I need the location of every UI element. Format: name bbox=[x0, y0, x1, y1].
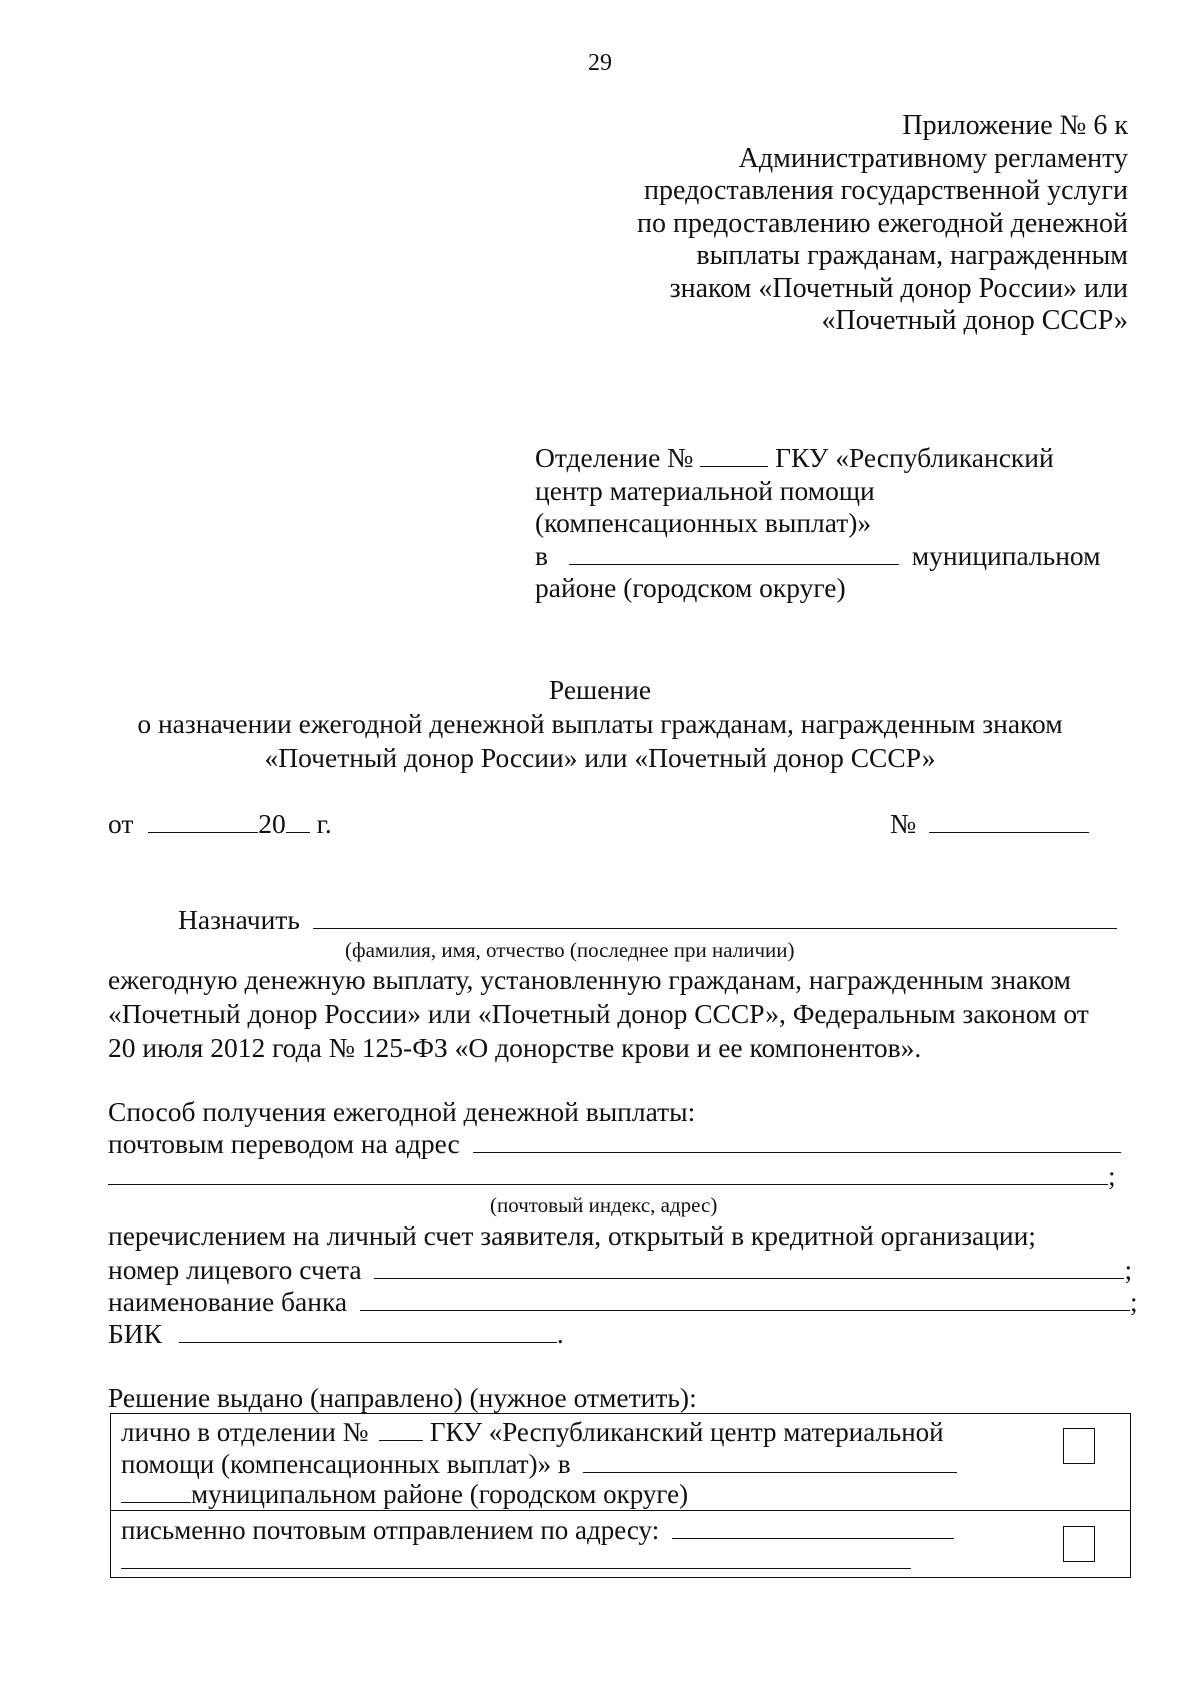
appendix-line: выплаты гражданам, награжденным bbox=[696, 240, 1128, 271]
option2-address-field-2[interactable] bbox=[121, 1546, 911, 1569]
semicolon: ; bbox=[1108, 1160, 1116, 1191]
bik-field[interactable] bbox=[179, 1320, 557, 1343]
option1-text: помощи (компенсационных выплат)» в bbox=[121, 1449, 571, 1479]
addressee-district-line bbox=[535, 540, 1101, 573]
postal-line-2 bbox=[108, 1160, 1116, 1192]
option2-line1 bbox=[121, 1514, 954, 1547]
year-prefix: 20 bbox=[258, 808, 286, 839]
bik-label: БИК bbox=[108, 1318, 162, 1349]
option1-text: муниципальном районе (городском округе) bbox=[191, 1479, 689, 1509]
assign-text: ежегодную денежную выплату, установленную гражданам, награжденным знаком bbox=[108, 964, 1071, 995]
option1-line2 bbox=[121, 1448, 957, 1481]
method-heading: Способ получения ежегодной денежной выплаты: bbox=[108, 1096, 696, 1127]
appendix-line: знаком «Почетный донор России» или bbox=[669, 272, 1128, 304]
assign-text: 20 июля 2012 года № 125-ФЗ «О донорстве крови и ее компонентов». bbox=[108, 1032, 922, 1063]
decision-number-field[interactable] bbox=[929, 810, 1089, 833]
district-field[interactable] bbox=[569, 542, 899, 565]
addressee-block bbox=[535, 442, 1101, 605]
addressee-line: районе (городском округе) bbox=[535, 572, 846, 603]
appendix-line: Административному регламенту bbox=[738, 142, 1128, 174]
addressee-line: (компенсационных выплат)» bbox=[535, 507, 872, 538]
appendix-line: «Почетный донор СССР» bbox=[821, 305, 1128, 336]
addressee-in-prefix: в bbox=[535, 539, 548, 571]
option2-checkbox[interactable] bbox=[1063, 1526, 1095, 1562]
option1-district-field-2[interactable] bbox=[121, 1480, 191, 1503]
bank-label: наименование банка bbox=[108, 1286, 348, 1317]
full-name-field[interactable] bbox=[313, 906, 1117, 929]
date-line bbox=[108, 808, 332, 840]
addressee-dept-suffix: ГКУ «Республиканский bbox=[775, 442, 1054, 473]
appendix-line: Приложение № 6 к bbox=[902, 110, 1128, 141]
option2-text: письменно почтовым отправлением по адресу: bbox=[121, 1515, 660, 1545]
option2-line2 bbox=[121, 1544, 911, 1577]
postal-label: почтовым переводом на адрес bbox=[108, 1128, 460, 1159]
issued-heading: Решение выдано (направлено) (нужное отметить): bbox=[108, 1382, 697, 1413]
bank-line bbox=[108, 1286, 1138, 1318]
date-field[interactable] bbox=[148, 810, 258, 833]
appendix-line: предоставления государственной услуги bbox=[644, 175, 1128, 206]
decision-heading: Решение bbox=[548, 674, 652, 705]
account-label: номер лицевого счета bbox=[108, 1254, 362, 1285]
decision-subtitle: о назначении ежегодной денежной выплаты гражданам, награжденным знаком bbox=[137, 708, 1063, 739]
decision-title bbox=[0, 673, 1200, 775]
addressee-in-suffix: муниципальном bbox=[911, 539, 1101, 571]
full-name-note: (фамилия, имя, отчество (последнее при наличии) bbox=[345, 938, 795, 962]
postal-note: (почтовый индекс, адрес) bbox=[490, 1193, 718, 1217]
semicolon: ; bbox=[1130, 1286, 1138, 1317]
number-line bbox=[890, 808, 1089, 840]
semicolon: ; bbox=[1124, 1254, 1133, 1285]
option1-prefix: лично в отделении № bbox=[121, 1417, 369, 1447]
page-number: 29 bbox=[588, 50, 612, 76]
year-field[interactable] bbox=[286, 810, 310, 833]
delivery-options-table bbox=[110, 1413, 1131, 1578]
option1-line3 bbox=[121, 1478, 688, 1511]
row-divider bbox=[111, 1510, 1130, 1511]
option1-suffix: ГКУ «Республиканский центр материальной bbox=[429, 1417, 944, 1447]
account-line bbox=[108, 1254, 1132, 1286]
postal-address-field-2[interactable] bbox=[108, 1162, 1108, 1185]
transfer-text: перечислением на личный счет заявителя, открытый в кредитной организации; bbox=[108, 1220, 1036, 1251]
assign-text: «Почетный донор России» или «Почетный донор СССР», Федеральным законом от bbox=[108, 998, 1089, 1029]
dept-number-field[interactable] bbox=[700, 444, 768, 467]
year-suffix: г. bbox=[316, 808, 332, 839]
account-number-field[interactable] bbox=[374, 1256, 1124, 1279]
assign-line bbox=[178, 904, 1117, 936]
date-from-label: от bbox=[108, 808, 134, 839]
addressee-dept-line bbox=[535, 442, 1101, 475]
option2-address-field[interactable] bbox=[672, 1516, 954, 1539]
appendix-line: по предоставлению ежегодной денежной bbox=[637, 207, 1128, 239]
appendix-header bbox=[637, 110, 1128, 338]
postal-line bbox=[108, 1128, 1121, 1160]
period: . bbox=[556, 1318, 564, 1349]
option1-dept-field[interactable] bbox=[379, 1418, 423, 1441]
addressee-dept-prefix: Отделение № bbox=[535, 442, 694, 473]
option1-line1 bbox=[121, 1416, 944, 1449]
bik-line bbox=[108, 1318, 564, 1350]
postal-address-field[interactable] bbox=[473, 1130, 1121, 1153]
number-label: № bbox=[890, 808, 917, 839]
addressee-line: центр материальной помощи bbox=[535, 474, 875, 506]
option1-checkbox[interactable] bbox=[1063, 1428, 1095, 1464]
assign-label: Назначить bbox=[178, 904, 300, 935]
decision-subtitle: «Почетный донор России» или «Почетный донор СССР» bbox=[264, 742, 936, 773]
bank-name-field[interactable] bbox=[360, 1288, 1130, 1311]
option1-district-field[interactable] bbox=[583, 1450, 957, 1473]
